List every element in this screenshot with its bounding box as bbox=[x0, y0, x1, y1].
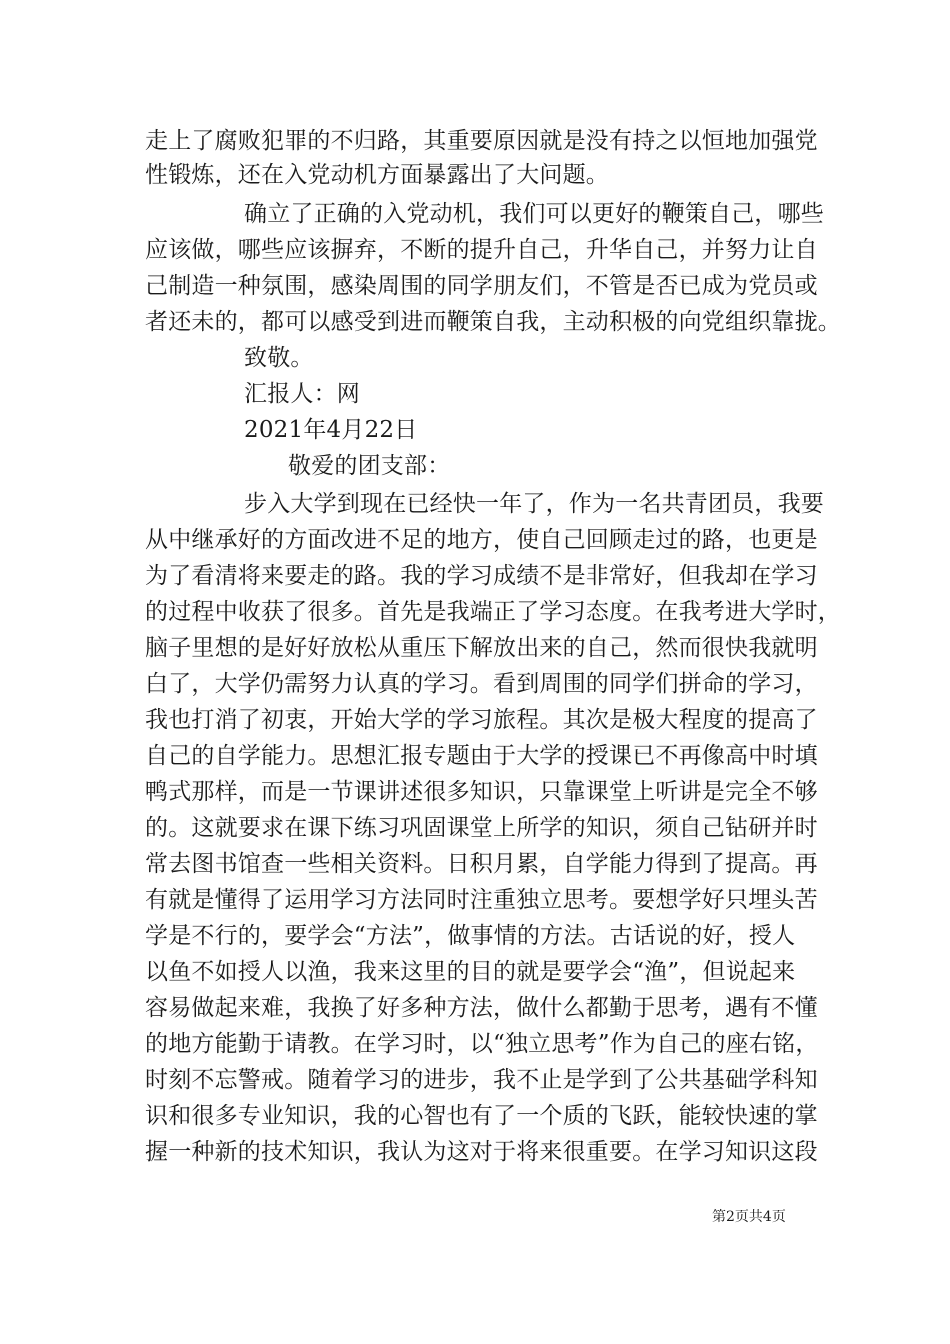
closing-text: 致敬。 bbox=[244, 345, 314, 371]
paragraph-3-line-9: 鸭式那样，而是一节课讲述很多知识，只靠课堂上听讲是完全不够 bbox=[145, 779, 818, 805]
paragraph-3-line-2: 从中继承好的方面改进不足的地方，使自己回顾走过的路，也更是 bbox=[145, 527, 818, 553]
paragraph-2-line-4: 者还未的，都可以感受到进而鞭策自我，主动积极的向党组织靠拢。 bbox=[145, 309, 841, 335]
paragraph-3-line-16: 的地方能勤于请教。在学习时，以“独立思考”作为自己的座右铭， bbox=[145, 1031, 819, 1057]
paragraph-3-line-17: 时刻不忘警戒。随着学习的进步，我不止是学到了公共基础学科知 bbox=[145, 1067, 818, 1093]
reporter-line: 汇报人：网 bbox=[244, 381, 360, 407]
paragraph-3-line-5: 脑子里想的是好好放松从重压下解放出来的自己，然而很快我就明 bbox=[145, 635, 818, 661]
paragraph-2-line-3: 己制造一种氛围，感染周围的同学朋友们，不管是否已成为党员或 bbox=[145, 273, 818, 299]
paragraph-3-line-18: 识和很多专业知识，我的心智也有了一个质的飞跃，能较快速的掌 bbox=[145, 1103, 818, 1129]
paragraph-3-line-1: 步入大学到现在已经快一年了，作为一名共青团员，我要 bbox=[244, 491, 824, 517]
paragraph-1-line-2: 性锻炼，还在入党动机方面暴露出了大问题。 bbox=[145, 162, 609, 188]
paragraph-3-line-6: 白了，大学仍需努力认真的学习。看到周围的同学们拼命的学习， bbox=[145, 671, 818, 697]
paragraph-3-line-3: 为了看清将来要走的路。我的学习成绩不是非常好，但我却在学习 bbox=[145, 563, 818, 589]
salutation-line: 敬爱的团支部： bbox=[288, 453, 451, 479]
paragraph-3-line-14: 以鱼不如授人以渔，我来这里的目的就是要学会“渔”，但说起来 bbox=[145, 959, 796, 985]
paragraph-3-line-13: 学是不行的，要学会“方法”，做事情的方法。古话说的好，授人 bbox=[145, 923, 796, 949]
paragraph-1-line-1: 走上了腐败犯罪的不归路，其重要原因就是没有持之以恒地加强党 bbox=[145, 128, 818, 154]
paragraph-3-line-4: 的过程中收获了很多。首先是我端正了学习态度。在我考进大学时， bbox=[145, 599, 841, 625]
paragraph-3-line-8: 自己的自学能力。思想汇报专题由于大学的授课已不再像高中时填 bbox=[145, 743, 818, 769]
paragraph-3-line-10: 的。这就要求在课下练习巩固课堂上所学的知识，须自己钻研并时 bbox=[145, 815, 818, 841]
paragraph-3-line-12: 有就是懂得了运用学习方法同时注重独立思考。要想学好只埋头苦 bbox=[145, 887, 818, 913]
paragraph-3-line-15: 容易做起来难，我换了好多种方法，做什么都勤于思考，遇有不懂 bbox=[145, 995, 818, 1021]
paragraph-3-line-7: 我也打消了初衷，开始大学的学习旅程。其次是极大程度的提高了 bbox=[145, 707, 818, 733]
page-number-footer: 第2页共4页 bbox=[712, 1209, 786, 1225]
paragraph-2-line-1: 确立了正确的入党动机，我们可以更好的鞭策自己，哪些 bbox=[244, 201, 824, 227]
date-line: 2021年4月22日 bbox=[244, 417, 418, 443]
paragraph-3-line-11: 常去图书馆查一些相关资料。日积月累，自学能力得到了提高。再 bbox=[145, 851, 818, 877]
paragraph-3-line-19: 握一种新的技术知识，我认为这对于将来很重要。在学习知识这段 bbox=[145, 1139, 818, 1165]
paragraph-2-line-2: 应该做，哪些应该摒弃，不断的提升自己，升华自己，并努力让自 bbox=[145, 237, 818, 263]
